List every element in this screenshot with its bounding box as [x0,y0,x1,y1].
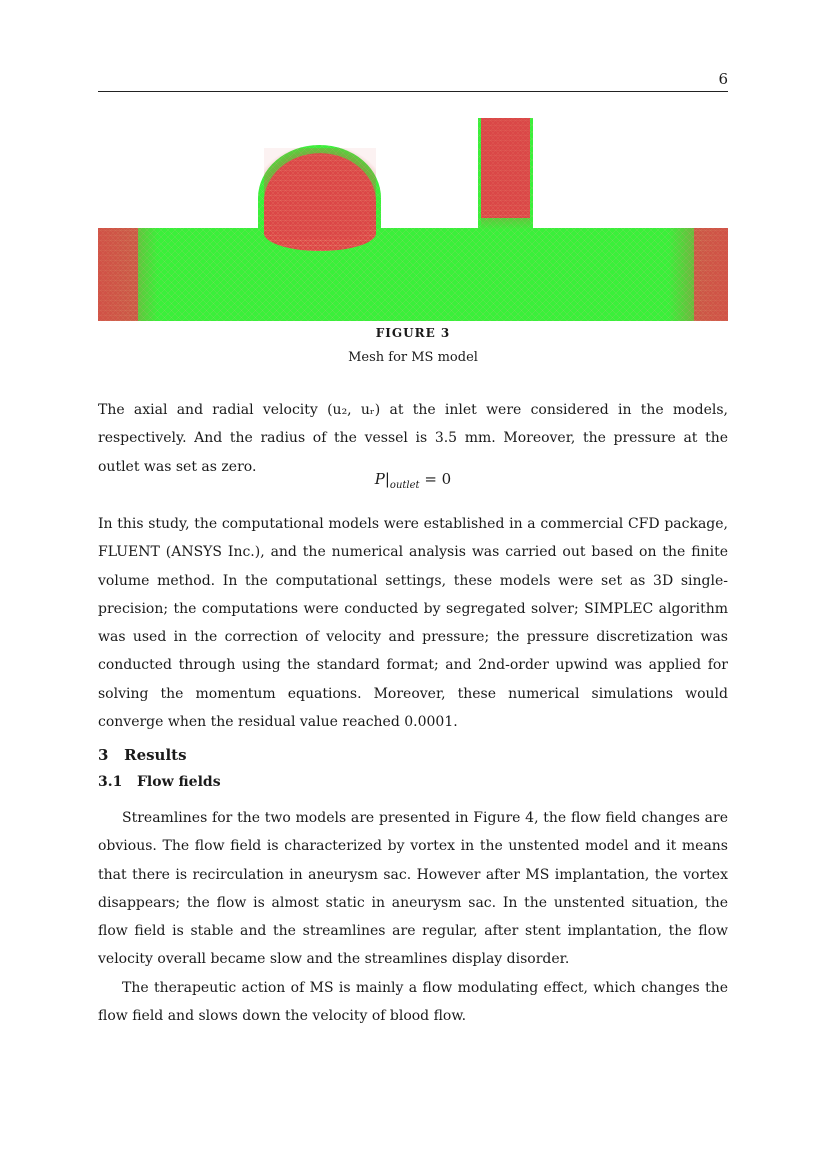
figure-caption: Mesh for MS model [348,350,478,365]
section-heading-results: 3 Results [98,746,187,764]
paragraph-therapeutic: The therapeutic action of MS is mainly a flow modulating effect, which changes the flow field and slows down the velocity of blood flow. [98,980,728,1025]
paragraph-methods: In this study, the computational models were established in a commercial CFD package, FLUENT (ANSYS Inc.), and the numerical analysis was carried out based on the finite volume method. In the computational settings, these models were set as 3D single-precision; the computations were conducted by segregated solver; SIMPLEC algorithm was used in the correction of velocity and pressure; the pressure discretization was conducted through using the standard format; and 2nd-order upwind was applied for solving the momentum equations. Moreover, these numerical simulations would converge when the residual value reached 0.0001. [98,516,728,731]
figure-label: FIGURE 3 [375,326,451,340]
page-number: 6 [718,70,728,88]
subsection-heading-flow-fields: 3.1 Flow fields [98,774,221,790]
mesh-figure [98,118,728,322]
outlet-pressure-equation: $P|_{outlet} = 0$ [374,470,452,491]
vessel-mesh [98,228,728,321]
paragraph-inlet: The axial and radial velocity (u₂, uᵣ) at the inlet were considered in the models, respectively. And the radius of the vessel is 3.5 mm. Moreover, the pressure at the outlet was set as zero. [98,402,728,475]
header-rule [98,91,728,92]
equation-rhs: = 0 [424,470,452,488]
equation-subscript: outlet [389,480,420,491]
paragraph-streamlines: Streamlines for the two models are presented in Figure 4, the flow field changes are obvious. The flow field is characterized by vortex in the unstented model and it means that there is recirculation in aneurysm sac. However after MS implantation, the vortex disappears; the flow is almost static in aneurysm sac. In the unstented situation, the flow field is stable and the streamlines are regular, after stent implantation, the flow velocity overall became slow and the streamlines display disorder. [98,810,728,968]
equation-lhs: P [374,470,385,488]
